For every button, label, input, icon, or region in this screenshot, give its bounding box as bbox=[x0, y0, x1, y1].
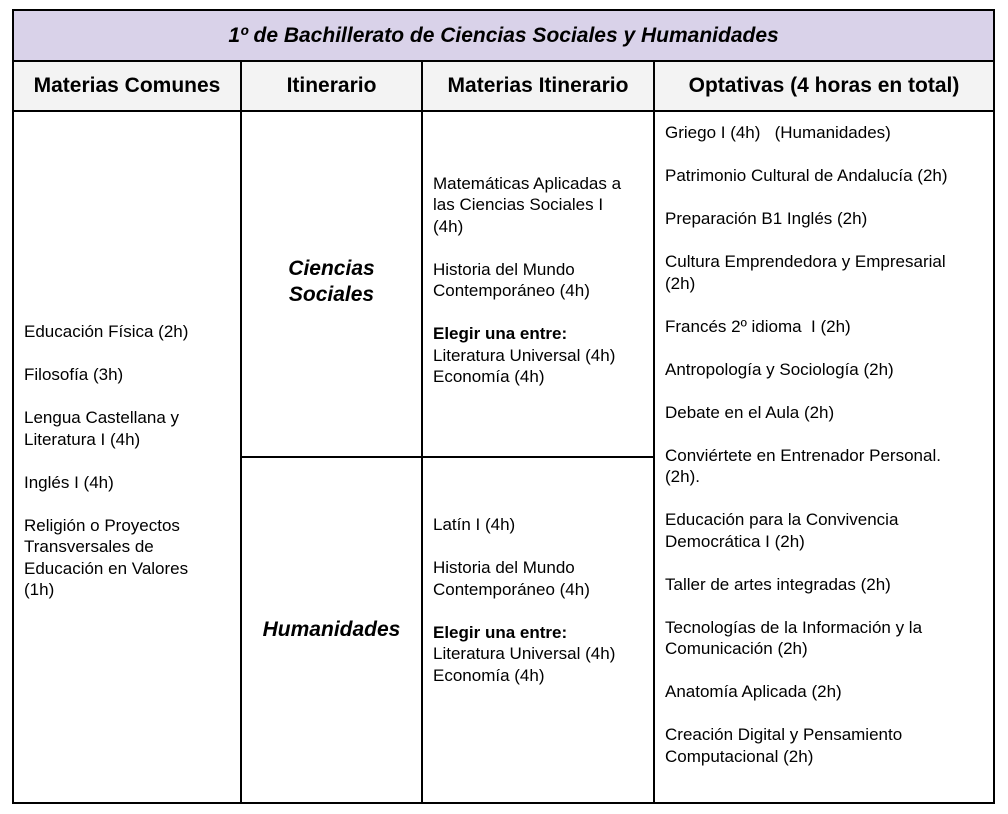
optativa: Francés 2º idioma I (2h) bbox=[665, 316, 851, 336]
header-materias-comunes: Materias Comunes bbox=[13, 61, 241, 111]
optativa: Taller de artes integradas (2h) bbox=[665, 574, 891, 594]
materias-comunes-cell bbox=[13, 111, 241, 803]
itinerario-ciencias-sociales: Ciencias Sociales bbox=[241, 111, 422, 457]
optativa: Griego I (4h) (Humanidades) bbox=[665, 123, 891, 142]
header-itinerario: Itinerario bbox=[241, 61, 422, 111]
materia-itinerario: Historia del Mundo Contemporáneo (4h) bbox=[433, 259, 590, 300]
table-title: 1º de Bachillerato de Ciencias Sociales y Humanidades bbox=[13, 10, 994, 61]
optativa: Antropología y Sociología (2h) bbox=[665, 359, 894, 379]
materia-comun: Inglés I (4h) bbox=[24, 472, 114, 492]
elegir-option: Literatura Universal (4h) bbox=[433, 345, 616, 365]
elegir-label: Elegir una entre: bbox=[433, 622, 568, 642]
itinerario-humanidades: Humanidades bbox=[241, 457, 422, 803]
optativa: Preparación B1 Inglés (2h) bbox=[665, 209, 868, 228]
materia-comun: Religión o Proyectos Transversales de Educación en Valores (1h) bbox=[24, 515, 189, 600]
optativa: Anatomía Aplicada (2h) bbox=[665, 682, 842, 701]
optativa: Tecnologías de la Información y la Comunicación (2h) bbox=[665, 617, 923, 658]
materia-comun: Lengua Castellana y Literatura I (4h) bbox=[24, 408, 180, 449]
materia-itinerario: Historia del Mundo Contemporáneo (4h) bbox=[433, 558, 590, 599]
elegir-option: Literatura Universal (4h) bbox=[433, 644, 616, 663]
materias-humanidades-cell bbox=[422, 457, 654, 803]
optativa: Creación Digital y Pensamiento Computacional (2h) bbox=[665, 725, 903, 766]
optativa: Educación para la Convivencia Democrática I (2h) bbox=[665, 510, 899, 551]
optativa: Cultura Emprendedora y Empresarial (2h) bbox=[665, 252, 946, 293]
materia-comun: Educación Física (2h) bbox=[24, 322, 189, 342]
materia-itinerario: Latín I (4h) bbox=[433, 515, 516, 534]
optativa: Conviértete en Entrenador Personal. (2h). bbox=[665, 445, 941, 486]
elegir-option: Economía (4h) bbox=[433, 367, 545, 386]
optativas-cell bbox=[654, 111, 994, 803]
header-optativas: Optativas (4 horas en total) bbox=[654, 61, 994, 111]
optativa: Debate en el Aula (2h) bbox=[665, 402, 835, 422]
materia-itinerario: Matemáticas Aplicadas a las Ciencias Sociales I (4h) bbox=[433, 173, 622, 236]
elegir-option: Economía (4h) bbox=[433, 665, 545, 685]
elegir-label: Elegir una entre: bbox=[433, 324, 568, 343]
materias-ciencias-sociales-cell bbox=[422, 111, 654, 457]
header-materias-itinerario: Materias Itinerario bbox=[422, 61, 654, 111]
materia-comun: Filosofía (3h) bbox=[24, 365, 124, 385]
subjects-table bbox=[12, 9, 995, 804]
optativa: Patrimonio Cultural de Andalucía (2h) bbox=[665, 166, 948, 185]
